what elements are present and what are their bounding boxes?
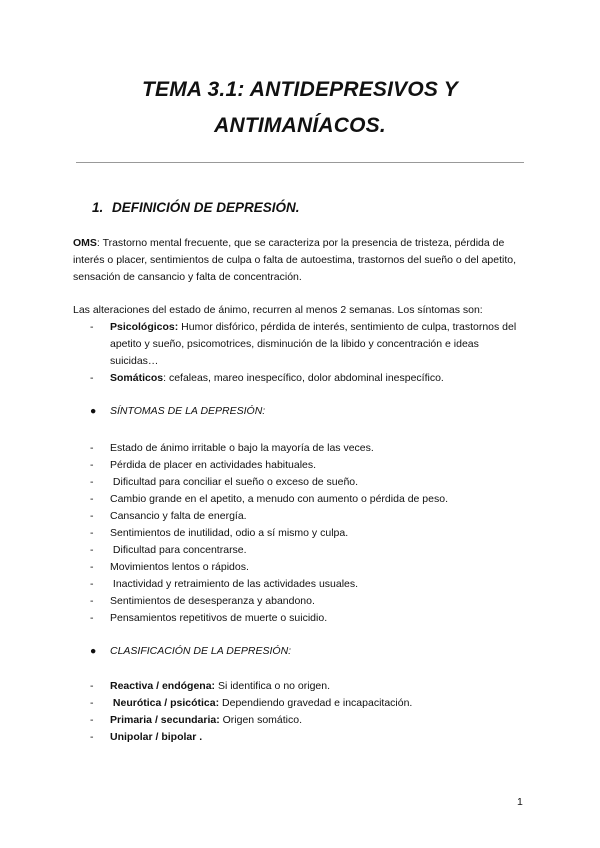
bullet-icon: ● xyxy=(90,645,97,657)
bullet-icon: ● xyxy=(90,405,97,417)
section-number: 1. xyxy=(92,200,104,215)
dash-marker: - xyxy=(90,372,94,384)
item-text: Cambio grande en el apetito, a menudo con aumento o pérdida de peso. xyxy=(110,493,448,505)
dash-marker: - xyxy=(90,493,94,505)
list-item xyxy=(90,319,530,370)
classification-heading xyxy=(90,645,291,657)
item-text: : cefaleas, mareo inespecífico, dolor abdominal inespecífico. xyxy=(163,372,444,384)
title-divider xyxy=(76,162,524,163)
item-label: Psicológicos: xyxy=(110,321,179,333)
list-item xyxy=(90,491,530,508)
dash-marker: - xyxy=(90,612,94,624)
list-item xyxy=(90,695,530,712)
dash-marker: - xyxy=(90,578,94,590)
item-label: Primaria / secundaria: xyxy=(110,714,220,726)
list-item xyxy=(90,457,530,474)
item-text: Dependiendo gravedad e incapacitación. xyxy=(219,697,413,709)
item-label: Reactiva / endógena: xyxy=(110,680,216,692)
list-item xyxy=(90,542,530,559)
symptoms-heading xyxy=(90,405,265,417)
list-item xyxy=(90,508,530,525)
item-label: Unipolar / bipolar . xyxy=(110,731,203,743)
dash-marker: - xyxy=(90,527,94,539)
item-label: Somáticos xyxy=(110,372,164,384)
oms-text: : Trastorno mental frecuente, que se caracteriza por la presencia de tristeza, pérdida de interés o placer, sentimientos de culpa o falta de autoestima, trastornos del sueño o del apetito, sensación de cansancio y falta de concentración. xyxy=(73,237,517,283)
symptoms-list xyxy=(90,440,530,627)
page-number: 1 xyxy=(517,796,523,808)
item-label: Neurótica / psicótica: xyxy=(110,697,220,709)
item-text: Dificultad para conciliar el sueño o exceso de sueño. xyxy=(110,476,359,488)
item-text: Sentimientos de desesperanza y abandono. xyxy=(110,595,315,607)
list-item xyxy=(90,474,530,491)
dash-marker: - xyxy=(90,510,94,522)
dash-marker: - xyxy=(90,321,94,333)
dash-marker: - xyxy=(90,459,94,471)
oms-definition xyxy=(73,235,533,286)
item-text: Estado de ánimo irritable o bajo la mayoría de las veces. xyxy=(110,442,374,454)
list-item xyxy=(90,525,530,542)
item-text: Sentimientos de inutilidad, odio a sí mismo y culpa. xyxy=(110,527,349,539)
document-title-line-2: ANTIMANÍACOS. xyxy=(214,114,386,137)
list-item xyxy=(90,593,530,610)
list-item xyxy=(90,712,530,729)
dash-marker: - xyxy=(90,714,94,726)
list-item xyxy=(90,678,530,695)
list-item xyxy=(90,610,530,627)
dash-marker: - xyxy=(90,680,94,692)
dash-marker: - xyxy=(90,561,94,573)
item-text: Pérdida de placer en actividades habituales. xyxy=(110,459,317,471)
dash-marker: - xyxy=(90,476,94,488)
item-text: Origen somático. xyxy=(219,714,303,726)
classification-list xyxy=(90,678,530,746)
dash-marker: - xyxy=(90,731,94,743)
item-text: Dificultad para concentrarse. xyxy=(110,544,247,556)
item-text: Movimientos lentos o rápidos. xyxy=(110,561,249,573)
item-text: Pensamientos repetitivos de muerte o suicidio. xyxy=(110,612,328,624)
list-item xyxy=(90,559,530,576)
classification-heading-text: CLASIFICACIÓN DE LA DEPRESIÓN: xyxy=(110,645,292,657)
list-item xyxy=(90,729,530,746)
symptoms-heading-text: SÍNTOMAS DE LA DEPRESIÓN: xyxy=(110,405,266,417)
item-text: Cansancio y falta de energía. xyxy=(110,510,247,522)
list-item xyxy=(90,370,530,387)
document-title-line-1: TEMA 3.1: ANTIDEPRESIVOS Y xyxy=(142,78,458,101)
dash-marker: - xyxy=(90,697,94,709)
list-item xyxy=(90,576,530,593)
dash-marker: - xyxy=(90,595,94,607)
list-item xyxy=(90,440,530,457)
section-heading xyxy=(92,200,300,215)
oms-label: OMS xyxy=(73,237,97,249)
symptom-types-list xyxy=(90,319,530,387)
item-text: Si identifica o no origen. xyxy=(215,680,331,692)
intro-paragraph: Las alteraciones del estado de ánimo, recurren al menos 2 semanas. Los síntomas son: xyxy=(73,304,483,316)
item-text: Humor disfórico, pérdida de interés, sentimiento de culpa, trastornos del apetito y sueño, psicomotrices, disminución de la libido y concentración e ideas suicidas… xyxy=(110,321,517,367)
dash-marker: - xyxy=(90,442,94,454)
section-title: DEFINICIÓN DE DEPRESIÓN. xyxy=(112,200,300,215)
item-text: Inactividad y retraimiento de las actividades usuales. xyxy=(110,578,359,590)
dash-marker: - xyxy=(90,544,94,556)
